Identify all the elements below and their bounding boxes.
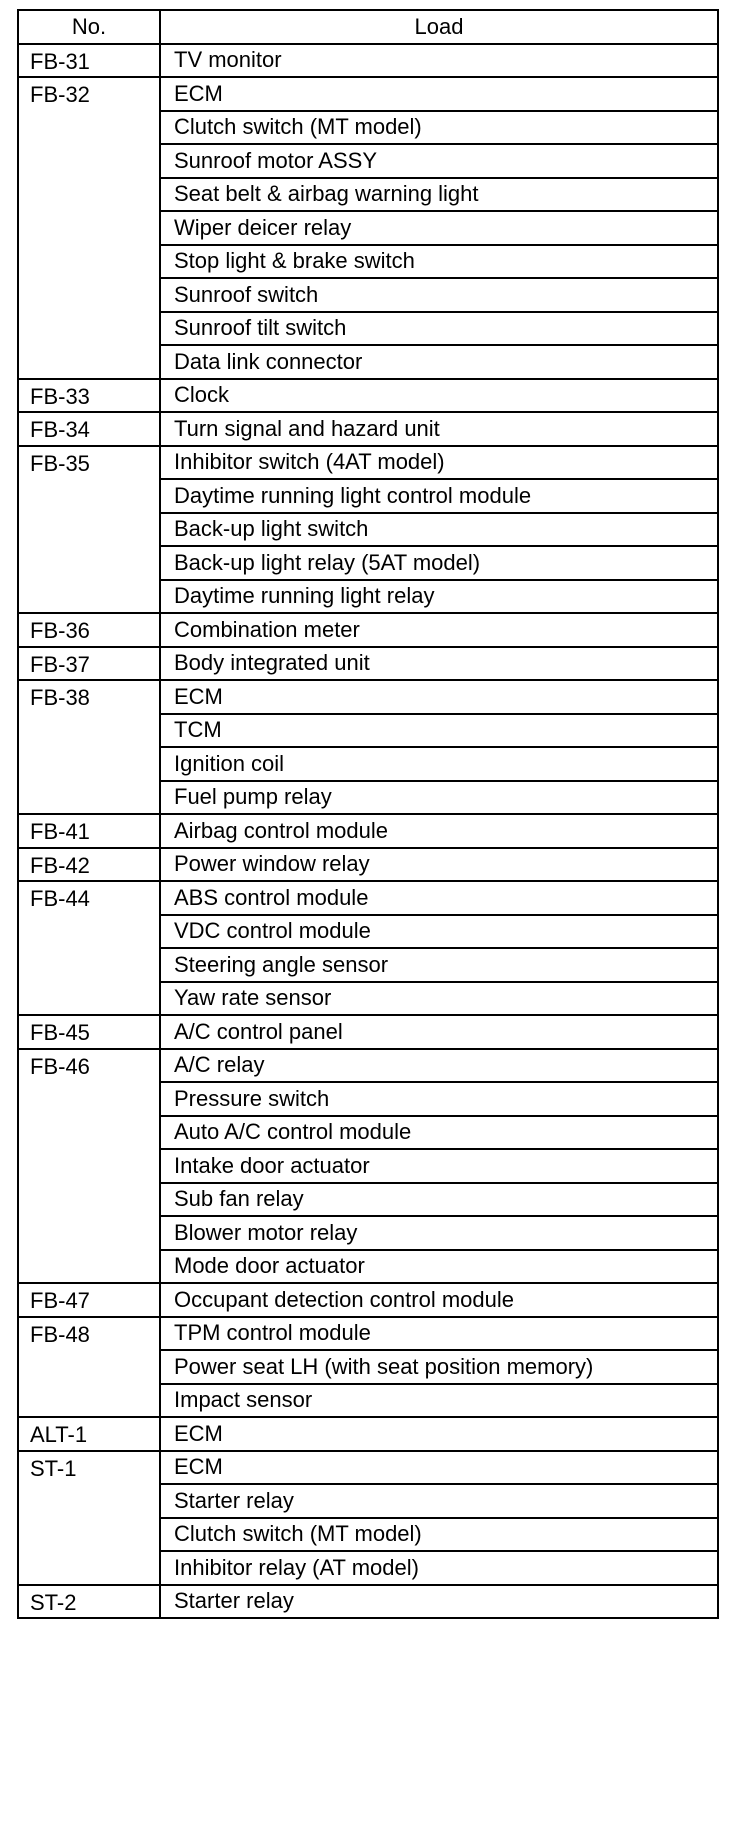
load-cell: Intake door actuator [160, 1149, 718, 1183]
fuse-number-cell: FB-31 [18, 44, 160, 78]
fuse-number-cell: FB-45 [18, 1015, 160, 1049]
load-cell: Inhibitor relay (AT model) [160, 1551, 718, 1585]
load-cell: Yaw rate sensor [160, 982, 718, 1016]
load-cell: Back-up light switch [160, 513, 718, 547]
table-row [18, 1417, 718, 1451]
load-cell: Pressure switch [160, 1082, 718, 1116]
load-cell: Sunroof tilt switch [160, 312, 718, 346]
load-cell: A/C control panel [160, 1015, 718, 1049]
load-cell: Data link connector [160, 345, 718, 379]
table-row [18, 814, 718, 848]
load-cell: Daytime running light control module [160, 479, 718, 513]
load-cell: Sub fan relay [160, 1183, 718, 1217]
load-cell: Back-up light relay (5AT model) [160, 546, 718, 580]
table-row [18, 44, 718, 78]
load-cell: Inhibitor switch (4AT model) [160, 446, 718, 480]
fuse-number-cell: FB-41 [18, 814, 160, 848]
load-cell: Fuel pump relay [160, 781, 718, 815]
load-cell: A/C relay [160, 1049, 718, 1083]
load-cell: Steering angle sensor [160, 948, 718, 982]
fuse-number-cell: FB-42 [18, 848, 160, 882]
load-cell: Power window relay [160, 848, 718, 882]
load-cell: Sunroof switch [160, 278, 718, 312]
load-cell: TPM control module [160, 1317, 718, 1351]
table-row [18, 848, 718, 882]
load-cell: Starter relay [160, 1484, 718, 1518]
fuse-number-cell: FB-37 [18, 647, 160, 681]
load-cell: Turn signal and hazard unit [160, 412, 718, 446]
load-cell: Mode door actuator [160, 1250, 718, 1284]
load-cell: ECM [160, 680, 718, 714]
table-row [18, 1015, 718, 1049]
load-cell: ABS control module [160, 881, 718, 915]
table-row [18, 412, 718, 446]
load-cell: Stop light & brake switch [160, 245, 718, 279]
load-cell: ECM [160, 77, 718, 111]
fuse-number-cell: ALT-1 [18, 1417, 160, 1451]
load-cell: Clutch switch (MT model) [160, 1518, 718, 1552]
load-cell: Starter relay [160, 1585, 718, 1619]
table-row [18, 613, 718, 647]
load-cell: ECM [160, 1451, 718, 1485]
table-row [18, 379, 718, 413]
fuse-number-cell: ST-1 [18, 1451, 160, 1585]
load-cell: Body integrated unit [160, 647, 718, 681]
load-cell: ECM [160, 1417, 718, 1451]
load-cell: Ignition coil [160, 747, 718, 781]
load-cell: Auto A/C control module [160, 1116, 718, 1150]
table-row [18, 1585, 718, 1619]
load-cell: Wiper deicer relay [160, 211, 718, 245]
fuse-number-cell: FB-32 [18, 77, 160, 379]
load-cell: Impact sensor [160, 1384, 718, 1418]
fuse-number-cell: FB-46 [18, 1049, 160, 1284]
table-row [18, 446, 718, 480]
fuse-number-cell: ST-2 [18, 1585, 160, 1619]
header-load: Load [160, 10, 718, 44]
load-cell: Occupant detection control module [160, 1283, 718, 1317]
fuse-number-cell: FB-34 [18, 412, 160, 446]
fuse-number-cell: FB-47 [18, 1283, 160, 1317]
load-cell: Clock [160, 379, 718, 413]
table-header-row [18, 10, 718, 44]
load-cell: Daytime running light relay [160, 580, 718, 614]
load-cell: Blower motor relay [160, 1216, 718, 1250]
load-cell: Airbag control module [160, 814, 718, 848]
header-no: No. [18, 10, 160, 44]
table-row [18, 77, 718, 111]
load-cell: VDC control module [160, 915, 718, 949]
load-cell: TV monitor [160, 44, 718, 78]
fuse-number-cell: FB-48 [18, 1317, 160, 1418]
load-cell: TCM [160, 714, 718, 748]
load-cell: Power seat LH (with seat position memory) [160, 1350, 718, 1384]
load-cell: Clutch switch (MT model) [160, 111, 718, 145]
load-cell: Combination meter [160, 613, 718, 647]
fuse-number-cell: FB-38 [18, 680, 160, 814]
fuse-number-cell: FB-44 [18, 881, 160, 1015]
fuse-number-cell: FB-35 [18, 446, 160, 614]
table-row [18, 680, 718, 714]
load-cell: Sunroof motor ASSY [160, 144, 718, 178]
table-row [18, 1283, 718, 1317]
fuse-number-cell: FB-33 [18, 379, 160, 413]
table-row [18, 647, 718, 681]
table-row [18, 1049, 718, 1083]
table-row [18, 881, 718, 915]
table-body [18, 44, 718, 1619]
table-row [18, 1451, 718, 1485]
fuse-load-table [17, 9, 719, 1619]
fuse-number-cell: FB-36 [18, 613, 160, 647]
table-row [18, 1317, 718, 1351]
load-cell: Seat belt & airbag warning light [160, 178, 718, 212]
